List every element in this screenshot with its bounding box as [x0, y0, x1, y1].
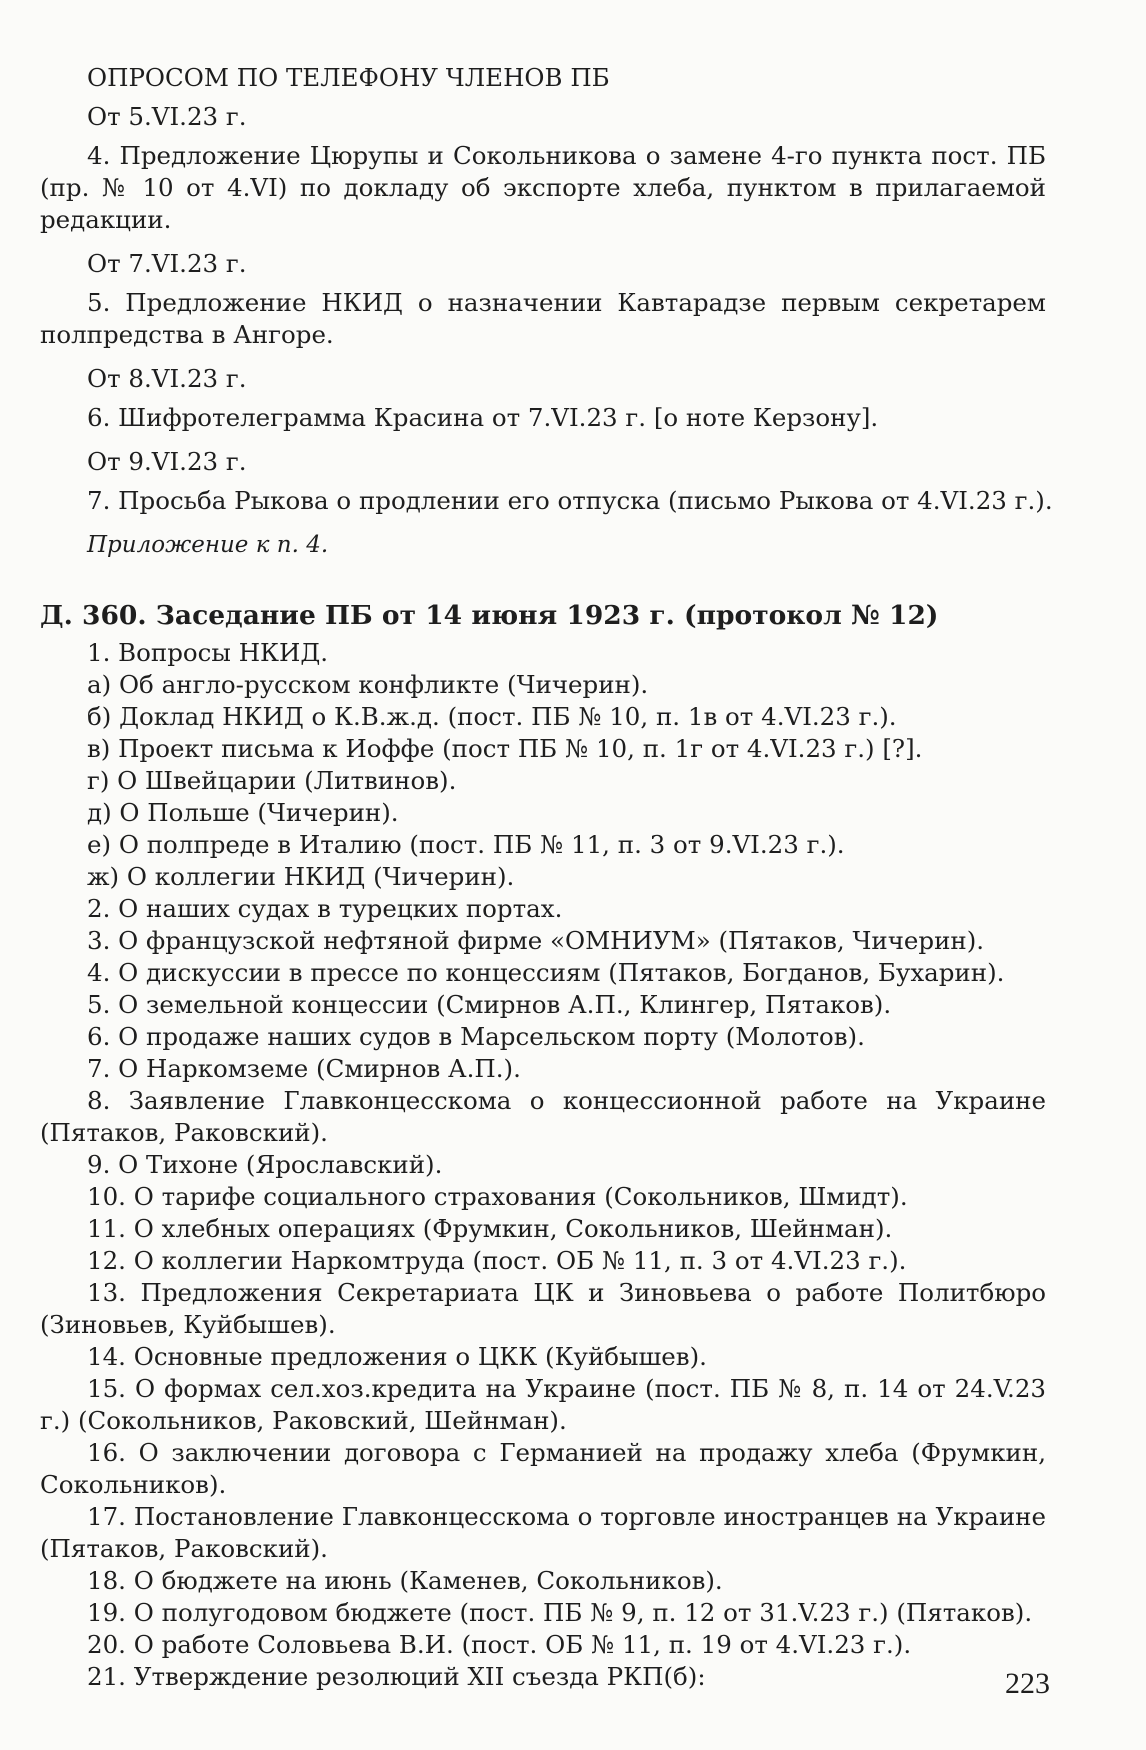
agenda-item-text: 8. Заявление Главконцесскома о концессионной работе на Украине (Пятаков, Раковский).: [40, 1086, 1046, 1147]
block-text: [40, 140, 1046, 236]
block-text: [40, 287, 1046, 351]
agenda-item-text: 15. О формах сел.хоз.кредита на Украине (пост. ПБ № 8, п. 14 от 24.V.23 г.) (Сокольников, Раковский, Шейнман).: [40, 1374, 1046, 1435]
agenda-item: [40, 1149, 1046, 1181]
agenda-item-text: 1. Вопросы НКИД.: [87, 638, 329, 667]
agenda-item-text: 20. О работе Соловьева В.И. (пост. ОБ № 11, п. 19 от 4.VI.23 г.).: [87, 1630, 912, 1659]
block-date: От 8.VI.23 г.: [87, 364, 247, 393]
agenda-item: [40, 1213, 1046, 1245]
agenda-item-text: 4. О дискуссии в прессе по концессиям (Пятаков, Богданов, Бухарин).: [87, 958, 1005, 987]
block-date: От 5.VI.23 г.: [87, 102, 247, 131]
agenda-item: [40, 1021, 1046, 1053]
agenda-item-text: 11. О хлебных операциях (Фрумкин, Сокольников, Шейнман).: [87, 1214, 893, 1243]
agenda-item: [40, 989, 1046, 1021]
agenda-item: [40, 925, 1046, 957]
agenda-item: [40, 861, 1046, 893]
agenda-item: [40, 1085, 1046, 1149]
agenda-item: [40, 797, 1046, 829]
page-number: 223: [1005, 1667, 1050, 1700]
section-title: Д. 360. Заседание ПБ от 14 июня 1923 г. (протокол № 12): [40, 600, 939, 631]
block-text-content: 4. Предложение Цюрупы и Сокольникова о замене 4-го пункта пост. ПБ (пр. № 10 от 4.VI) по докладу об экспорте хлеба, пунктом в прилагаемой редакции.: [40, 141, 1046, 234]
block-text-content: 5. Предложение НКИД о назначении Кавтарадзе первым секретарем полпредства в Ангоре.: [40, 288, 1046, 349]
page-header: ОПРОСОМ ПО ТЕЛЕФОНУ ЧЛЕНОВ ПБ: [87, 63, 610, 92]
agenda-item-text: 18. О бюджете на июнь (Каменев, Сокольников).: [87, 1566, 723, 1595]
agenda-item: [40, 637, 1046, 669]
agenda-item-text: 5. О земельной концессии (Смирнов А.П., Клингер, Пятаков).: [87, 990, 892, 1019]
agenda-list: [40, 637, 1046, 1693]
agenda-item: [40, 957, 1046, 989]
agenda-item-text: 13. Предложения Секретариата ЦК и Зиновьева о работе Политбюро (Зиновьев, Куйбышев).: [40, 1278, 1046, 1339]
agenda-item: [40, 701, 1046, 733]
block-date: От 9.VI.23 г.: [87, 447, 247, 476]
agenda-item: [40, 829, 1046, 861]
agenda-item-text: 17. Постановление Главконцесскома о торговле иностранцев на Украине (Пятаков, Раковский).: [40, 1502, 1046, 1563]
agenda-item: [40, 733, 1046, 765]
appendix-note: Приложение к п. 4.: [87, 532, 329, 558]
agenda-item-text: 14. Основные предложения о ЦКК (Куйбышев).: [87, 1342, 707, 1371]
agenda-item: [40, 669, 1046, 701]
block-text: 6. Шифротелеграмма Красина от 7.VI.23 г. [о ноте Керзону].: [87, 403, 879, 432]
agenda-item-text: 10. О тарифе социального страхования (Сокольников, Шмидт).: [87, 1182, 908, 1211]
agenda-item: [40, 1629, 1046, 1661]
agenda-item-text: 2. О наших судах в турецких портах.: [87, 894, 563, 923]
agenda-item-text: 12. О коллегии Наркомтруда (пост. ОБ № 11, п. 3 от 4.VI.23 г.).: [87, 1246, 907, 1275]
agenda-item: [40, 1373, 1046, 1437]
agenda-item-text: ж) О коллегии НКИД (Чичерин).: [87, 862, 515, 891]
agenda-item-text: е) О полпреде в Италию (пост. ПБ № 11, п. 3 от 9.VI.23 г.).: [87, 830, 845, 859]
agenda-item-text: 7. О Наркомземе (Смирнов А.П.).: [87, 1054, 521, 1083]
agenda-item-text: 6. О продаже наших судов в Марсельском порту (Молотов).: [87, 1022, 865, 1051]
agenda-item: [40, 1277, 1046, 1341]
agenda-item-text: 19. О полугодовом бюджете (пост. ПБ № 9, п. 12 от 31.V.23 г.) (Пятаков).: [87, 1598, 1033, 1627]
agenda-item-text: д) О Польше (Чичерин).: [87, 798, 399, 827]
agenda-item: [40, 765, 1046, 797]
agenda-item: [40, 1501, 1046, 1565]
agenda-item: [40, 893, 1046, 925]
agenda-item-text: б) Доклад НКИД о К.В.ж.д. (пост. ПБ № 10, п. 1в от 4.VI.23 г.).: [87, 702, 897, 731]
agenda-item: [40, 1053, 1046, 1085]
block-date: От 7.VI.23 г.: [87, 249, 247, 278]
agenda-item: [40, 1661, 1046, 1693]
agenda-item-text: в) Проект письма к Иоффе (пост ПБ № 10, п. 1г от 4.VI.23 г.) [?].: [87, 734, 923, 763]
agenda-item-text: 16. О заключении договора с Германией на продажу хлеба (Фрумкин, Сокольников).: [40, 1438, 1046, 1499]
agenda-item-text: 21. Утверждение резолюций XII съезда РКП(б):: [87, 1662, 706, 1691]
block-text: 7. Просьба Рыкова о продлении его отпуска (письмо Рыкова от 4.VI.23 г.).: [87, 486, 1053, 515]
agenda-item: [40, 1437, 1046, 1501]
agenda-item-text: а) Об англо-русском конфликте (Чичерин).: [87, 670, 649, 699]
agenda-item-text: 3. О французской нефтяной фирме «ОМНИУМ» (Пятаков, Чичерин).: [87, 926, 985, 955]
agenda-item: [40, 1565, 1046, 1597]
agenda-item-text: г) О Швейцарии (Литвинов).: [87, 766, 457, 795]
agenda-item: [40, 1245, 1046, 1277]
agenda-item: [40, 1181, 1046, 1213]
agenda-item-text: 9. О Тихоне (Ярославский).: [87, 1150, 443, 1179]
agenda-item: [40, 1597, 1046, 1629]
agenda-item: [40, 1341, 1046, 1373]
text-block: [40, 62, 1053, 1693]
